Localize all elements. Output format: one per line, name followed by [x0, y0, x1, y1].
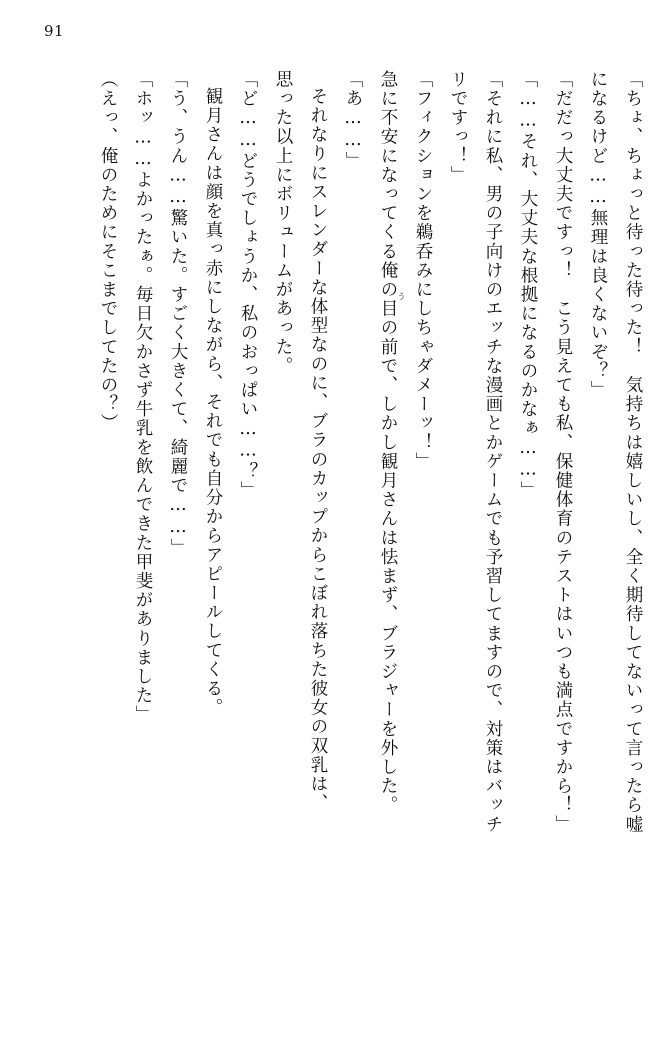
text-line: 思った以上にボリュームがあった。: [273, 70, 293, 376]
text-line: 「ど……どうでしょうか、私のおっぱい……？」: [238, 70, 258, 501]
text-line: になるけど……無理は良くないぞ？」: [588, 70, 608, 400]
text-line: 「ちょ、ちょっと待った待った！ 気持ちは嬉しいし、全く期待してないって言ったら嘘: [623, 70, 643, 834]
vertical-text-body: [32, 70, 641, 998]
text-line-with-ruby: 「フィクションを鵜呑みにしちゃダメーッ！」: [413, 70, 433, 472]
text-line: 「ホッ……よかったぁ。毎日欠かさず牛乳を飲んできた甲斐がありました」: [133, 70, 153, 725]
ruby-annotation: う: [397, 292, 406, 300]
text-line: 「……それ、大丈夫な根拠になるのかなぁ……」: [518, 70, 538, 501]
text-line: 「あ……」: [343, 70, 363, 171]
page-number: 91: [44, 22, 65, 40]
text-line: リですっ！」: [448, 70, 468, 185]
text-line: 「う、うん……驚いた。すごく大きくて、綺麗で……」: [168, 70, 188, 558]
text-line: （えっ、俺のためにそこまでしてたの？）: [98, 70, 118, 433]
text-line: それなりにスレンダーな体型なのに、ブラのカップからこぼれ落ちた彼女の双乳は、: [308, 87, 328, 813]
text-line: 「だだっ大丈夫ですっ！ こう見えても私、保健体育のテストはいつも満点ですから！」: [553, 70, 573, 834]
text-line: 急に不安になってくる俺の目の前で、しかし観月さんは怯まず、ブラジャーを外した。: [378, 70, 398, 815]
text-line: 観月さんは顔を真っ赤にしながら、それでも自分からアピールしてくる。: [203, 87, 223, 718]
text-line: 「それに私、男の子向けのエッチな漫画とかゲームでも予習してますので、対策はバッチ: [483, 70, 503, 834]
